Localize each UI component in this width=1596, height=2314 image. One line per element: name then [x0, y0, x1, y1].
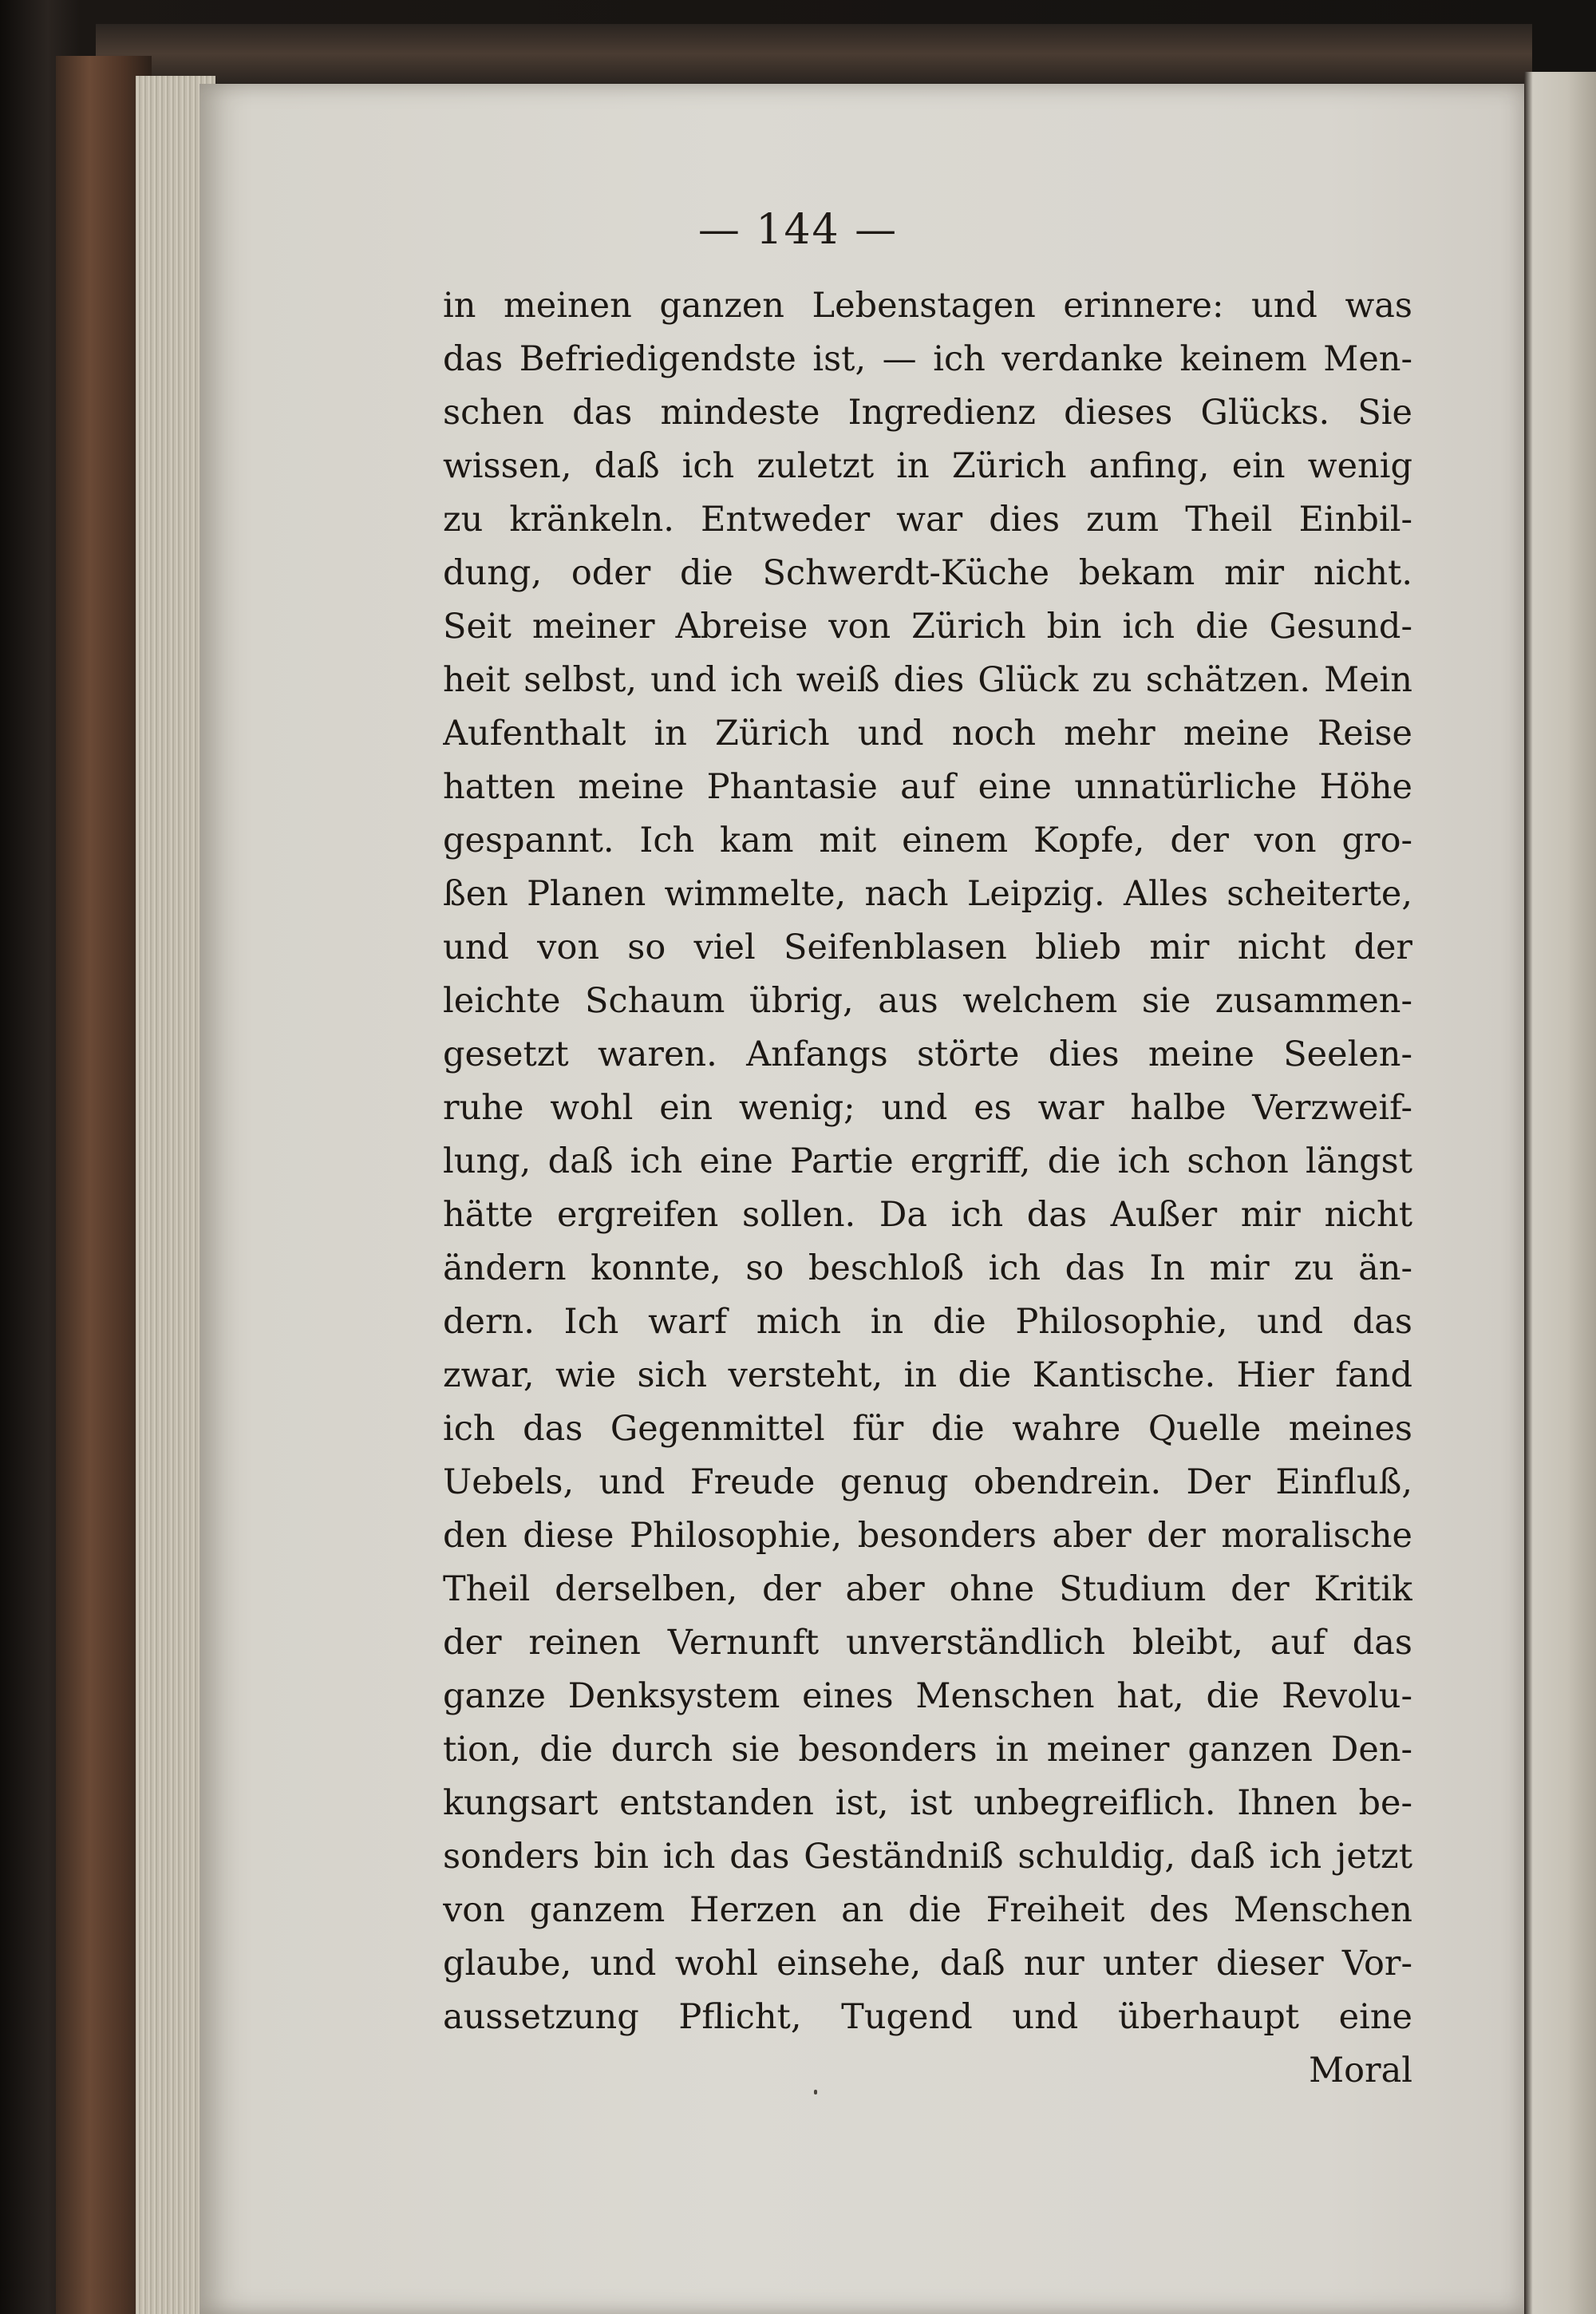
- text-line: lung, daß ich eine Partie ergriff, die ich schon längst: [443, 1141, 1412, 1181]
- text-line: gespannt. Ich kam mit einem Kopfe, der von gro-: [443, 821, 1412, 860]
- text-line: ich das Gegenmittel für die wahre Quelle meines: [443, 1409, 1412, 1449]
- text-line: zu kränkeln. Entweder war dies zum Theil Einbil-: [443, 500, 1412, 540]
- text-line: Seit meiner Abreise von Zürich bin ich die Gesund-: [443, 607, 1412, 647]
- text-line: schen das mindeste Ingredienz dieses Glücks. Sie: [443, 393, 1412, 433]
- ink-speck: [814, 2090, 817, 2094]
- text-line: dern. Ich warf mich in die Philosophie, und das: [443, 1302, 1412, 1342]
- text-line: glaube, und wohl einsehe, daß nur unter dieser Vor-: [443, 1944, 1412, 1984]
- text-line: leichte Schaum übrig, aus welchem sie zusammen-: [443, 981, 1412, 1021]
- text-line: ändern konnte, so beschloß ich das In mir zu än-: [443, 1248, 1412, 1288]
- text-line: hätte ergreifen sollen. Da ich das Außer mir nicht: [443, 1195, 1412, 1235]
- body-text: [443, 279, 1412, 2098]
- text-line: den diese Philosophie, besonders aber der moralische: [443, 1516, 1412, 1556]
- text-line: Theil derselben, der aber ohne Studium der Kritik: [443, 1569, 1412, 1609]
- text-line: wissen, daß ich zuletzt in Zürich anfing, ein wenig: [443, 446, 1412, 486]
- text-line: sonders bin ich das Geständniß schuldig, daß ich jetzt: [443, 1837, 1412, 1877]
- text-line: kungsart entstanden ist, ist unbegreiflich. Ihnen be-: [443, 1783, 1412, 1823]
- catchword: Moral: [1309, 2051, 1412, 2091]
- text-line: Uebels, und Freude genug obendrein. Der Einfluß,: [443, 1462, 1412, 1502]
- page-number: — 144 —: [697, 206, 899, 254]
- text-line: in meinen ganzen Lebenstagen erinnere: und was: [443, 286, 1412, 326]
- text-line: aussetzung Pflicht, Tugend und überhaupt eine: [443, 1997, 1412, 2037]
- text-line: dung, oder die Schwerdt-Küche bekam mir nicht.: [443, 553, 1412, 593]
- text-line: gesetzt waren. Anfangs störte dies meine Seelen-: [443, 1034, 1412, 1074]
- text-line: der reinen Vernunft unverständlich bleibt, auf das: [443, 1623, 1412, 1663]
- book-top-edge: [96, 24, 1532, 84]
- text-line: zwar, wie sich versteht, in die Kantische. Hier fand: [443, 1355, 1412, 1395]
- text-line: und von so viel Seifenblasen blieb mir nicht der: [443, 928, 1412, 967]
- text-line: von ganzem Herzen an die Freiheit des Menschen: [443, 1890, 1412, 1930]
- text-line: ruhe wohl ein wenig; und es war halbe Verzweif-: [443, 1088, 1412, 1128]
- text-line: hatten meine Phantasie auf eine unnatürliche Höhe: [443, 767, 1412, 807]
- text-line: das Befriedigendste ist, — ich verdanke keinem Men-: [443, 339, 1412, 379]
- text-line: Aufenthalt in Zürich und noch mehr meine Reise: [443, 714, 1412, 754]
- text-line: heit selbst, und ich weiß dies Glück zu schätzen. Mein: [443, 660, 1412, 700]
- text-line: ßen Planen wimmelte, nach Leipzig. Alles scheiterte,: [443, 874, 1412, 914]
- text-line: ganze Denksystem eines Menschen hat, die Revolu-: [443, 1676, 1412, 1716]
- facing-page-edge: [1524, 72, 1596, 2314]
- text-line: tion, die durch sie besonders in meiner ganzen Den-: [443, 1730, 1412, 1770]
